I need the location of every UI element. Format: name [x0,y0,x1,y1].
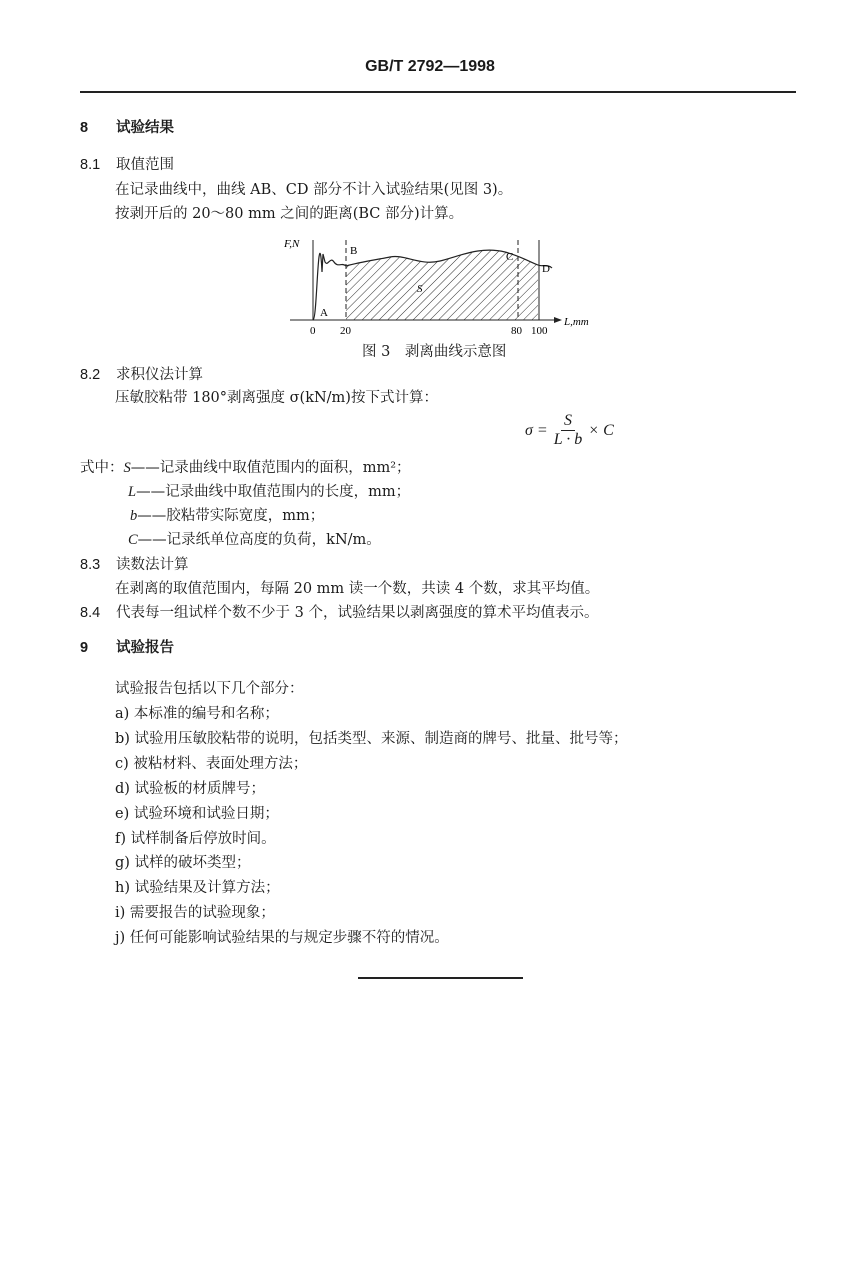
list-item: i) 需要报告的试验现象； [115,905,275,921]
section-title: 试验结果 [116,120,174,136]
symbol: S [123,460,131,476]
section-number: 8.3 [80,557,101,573]
figure-caption: 图 3 剥离曲线示意图 [362,344,507,360]
paragraph: 代表每一组试样个数不少于 3 个，试验结果以剥离强度的算术平均值表示。 [116,605,599,621]
definition-text: ——胶粘带实际宽度，mm； [137,508,325,524]
section-8-heading [80,118,174,138]
tick-label: 20 [340,325,351,337]
formula-lhs: σ = [525,421,548,439]
list-item: e) 试验环境和试验日期； [115,806,279,822]
paragraph: 压敏胶粘带 180°剥离强度 σ(kN/m)按下式计算： [115,390,438,406]
list-item: a) 本标准的编号和名称； [115,706,279,722]
section-number: 9 [80,640,89,656]
section-number: 8.1 [80,157,101,173]
peel-curve-figure [280,232,600,337]
standard-header: GB/T 2792—1998 [365,58,495,75]
formula-fraction [554,412,583,449]
section-title: 试验报告 [116,640,174,656]
list-item: h) 试验结果及计算方法； [115,880,280,896]
section-8-1-heading [80,155,174,175]
symbol: b [130,508,138,524]
paragraph: 在记录曲线中，曲线 AB、CD 部分不计入试验结果(见图 3)。 [115,182,513,198]
paragraph: 按剥开后的 20～80 mm 之间的距离(BC 部分)计算。 [115,206,464,222]
denominator: L · b [553,431,583,448]
list-item: g) 试样的破坏类型； [115,855,251,871]
definition-c [128,530,381,550]
x-axis-label: L,mm [564,316,589,328]
list-item: f) 试样制备后停放时间。 [115,831,276,847]
definition-text: ——记录曲线中取值范围内的面积，mm²； [130,460,411,476]
paragraph: 在剥离的取值范围内，每隔 20 mm 读一个数，共读 4 个数，求其平均值。 [115,581,600,597]
where-label: 式中： [80,460,124,476]
symbol: L [128,484,137,500]
point-b-label: B [350,245,358,257]
definition-l [128,482,410,502]
tick-label: 0 [310,325,316,337]
section-number: 8.2 [80,367,101,383]
numerator: S [561,412,575,431]
end-rule [358,977,523,979]
point-a-label: A [320,307,328,319]
section-8-3-heading [80,555,189,575]
definition-text: ——记录曲线中取值范围内的长度，mm； [136,484,411,500]
list-item: c) 被粘材料、表面处理方法； [115,756,308,772]
symbol: C [128,532,138,548]
section-number: 8 [80,120,89,136]
formula [525,412,614,449]
list-item: b) 试验用压敏胶粘带的说明，包括类型、来源、制造商的牌号、批量、批号等； [115,731,628,747]
section-9-heading [80,638,174,658]
list-item: d) 试验板的材质牌号； [115,781,266,797]
section-title: 取值范围 [116,157,174,173]
header-rule [80,91,796,93]
section-8-4 [80,603,598,623]
section-title: 求积仪法计算 [116,367,203,383]
paragraph: 试验报告包括以下几个部分： [115,681,304,697]
y-axis-label: F,N [284,238,300,250]
section-title: 读数法计算 [116,557,189,573]
definition-b [130,506,324,526]
section-number: 8.4 [80,605,101,621]
definition-text: ——记录纸单位高度的负荷，kN/m。 [137,532,381,548]
tick-label: 100 [531,325,548,337]
list-item: j) 任何可能影响试验结果的与规定步骤不符的情况。 [115,930,449,946]
area-s-label: S [417,283,423,295]
section-8-2-heading [80,365,203,385]
definition-s [80,458,411,478]
formula-rhs: × C [588,421,614,439]
tick-label: 80 [511,325,522,337]
point-d-label: D [542,263,550,275]
point-c-label: C [506,251,514,263]
